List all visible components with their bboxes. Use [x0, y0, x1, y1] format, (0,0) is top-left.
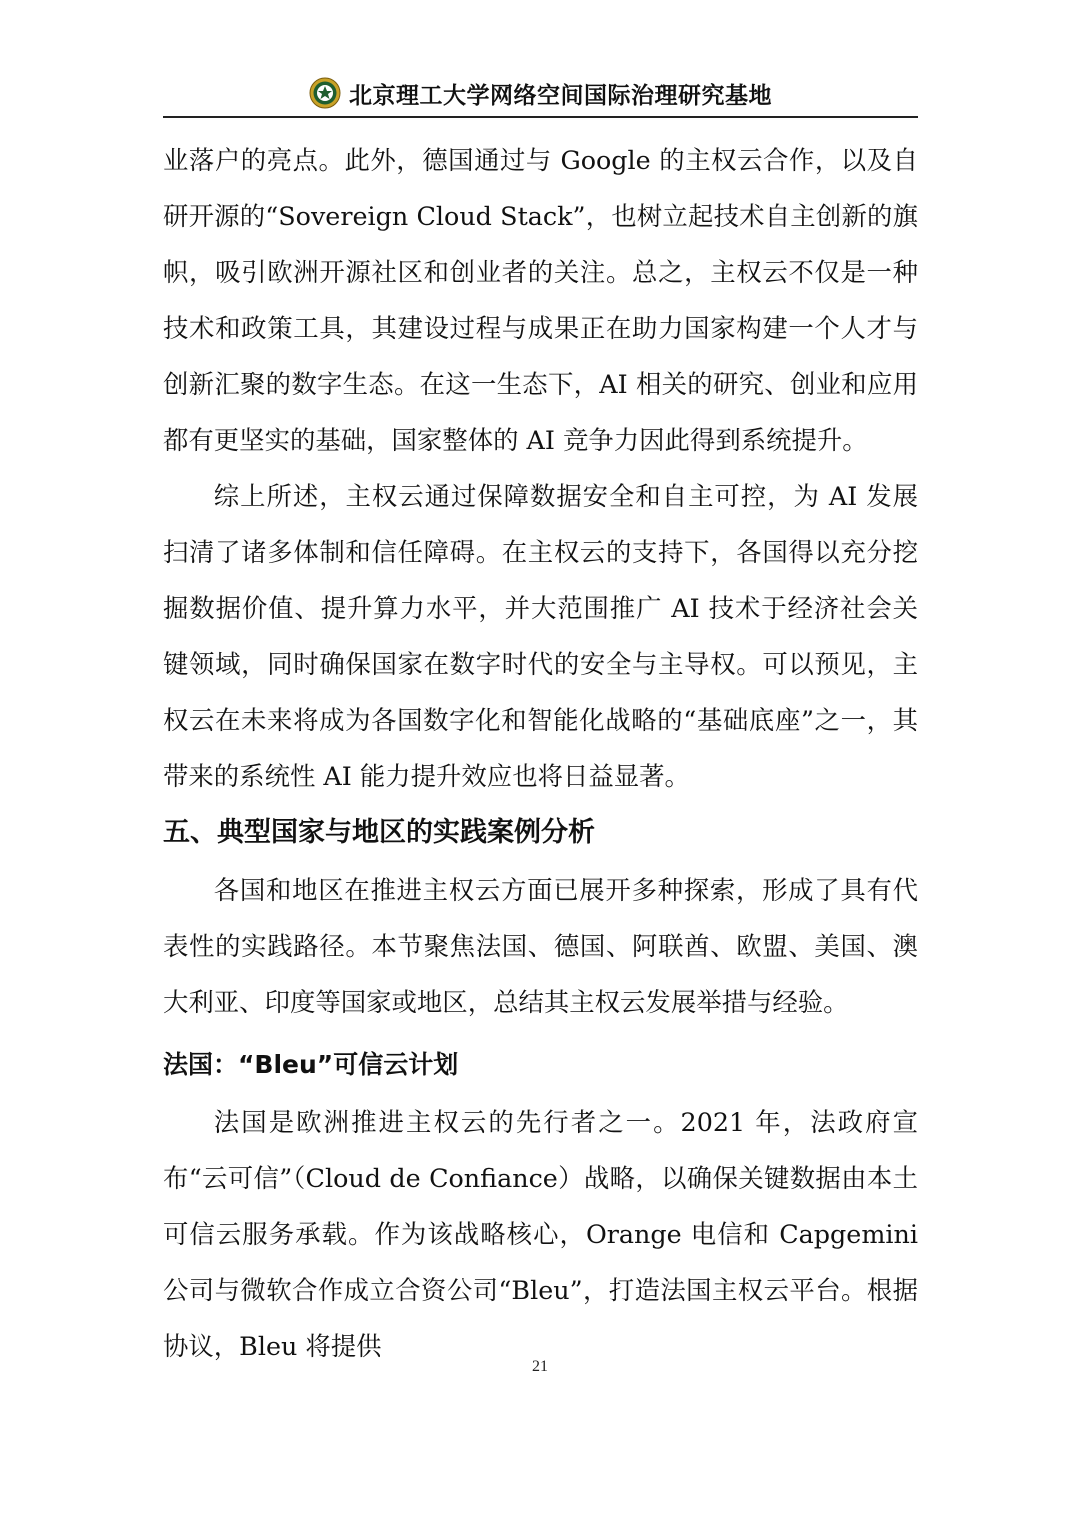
paragraph-1: 业落户的亮点。此外，德国通过与 Google 的主权云合作，以及自研开源的“Sovereign Cloud Stack”，也树立起技术自主创新的旗帜，吸引欧洲开源社区和创业者的关注。总之，主权云不仅是一种技术和政策工具，其建设过程与成果正在助力国家构建一个人才与创新汇聚的数字生态。在这一生态下，AI 相关的研究、创业和应用都有更坚实的基础，国家整体的 AI 竞争力因此得到系统提升。 [163, 145, 918, 455]
page-header [163, 70, 918, 118]
document-body [163, 132, 918, 1374]
subsection-heading: 法国：“Bleu”可信云计划 [163, 1050, 459, 1079]
header-title: 北京理工大学网络空间国际治理研究基地 [349, 82, 772, 109]
paragraph-4: 法国是欧洲推进主权云的先行者之一。2021 年，法政府宣布“云可信”（Cloud de Confiance）战略，以确保关键数据由本土可信云服务承载。作为该战略核心，Orange 电信和 Capgemini 公司与微软合作成立合资公司“Bleu”，打造法国主权云平台。根据协议，Bleu 将提供 [163, 1107, 918, 1361]
university-seal-icon [309, 77, 341, 109]
page-number: 21 [532, 1358, 548, 1375]
section-heading: 五、典型国家与地区的实践案例分析 [163, 817, 595, 848]
paragraph-3: 各国和地区在推进主权云方面已展开多种探索，形成了具有代表性的实践路径。本节聚焦法国、德国、阿联酋、欧盟、美国、澳大利亚、印度等国家或地区，总结其主权云发展举措与经验。 [163, 875, 918, 1017]
paragraph-2: 综上所述，主权云通过保障数据安全和自主可控，为 AI 发展扫清了诸多体制和信任障碍。在主权云的支持下，各国得以充分挖掘数据价值、提升算力水平，并大范围推广 AI 技术于经济社会关键领域，同时确保国家在数字时代的安全与主导权。可以预见，主权云在未来将成为各国数字化和智能化战略的“基础底座”之一，其带来的系统性 AI 能力提升效应也将日益显著。 [163, 481, 918, 791]
